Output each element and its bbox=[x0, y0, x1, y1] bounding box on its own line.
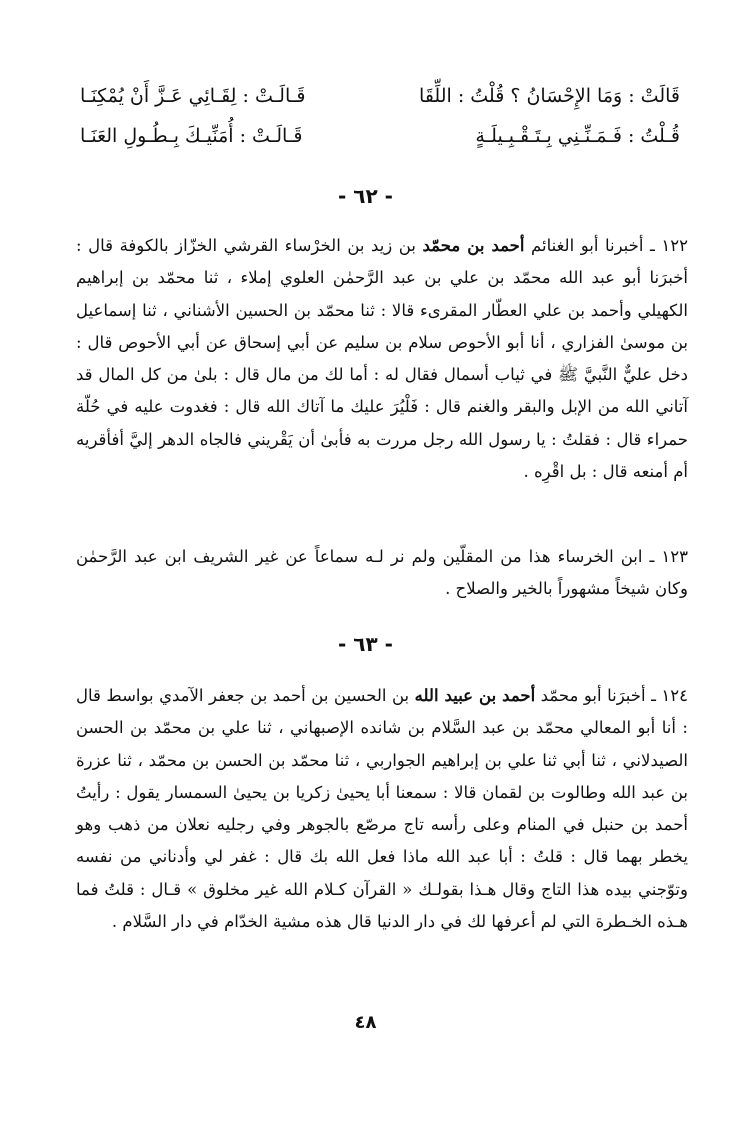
section-number: - ٦٣ - bbox=[338, 632, 393, 656]
entry-lead: ١٢٤ ـ أخبرَنا أبو محمّد bbox=[535, 686, 689, 705]
entry-paragraph bbox=[76, 680, 688, 938]
page-number: ٤٨ bbox=[354, 1012, 377, 1033]
narrator-name: أحمد بن عبيد الله bbox=[414, 686, 536, 705]
hadith-entry-124 bbox=[76, 680, 688, 938]
entry-text: بن زيد بن الخرْساء القرشي الخزّاز بالكوفة قال : أخبرَنا أبو عبد الله محمّد بن علي بن عبد الرَّحمٰن العلوي إملاء ، ثنا محمّد بن إبراهيم الكهيلي وأحمد بن علي العطّار المقرىء قالا : ثنا محمّد بن الحسين الأشناني ، ثنا إسماعيل بن موسىٰ الفزاري ، أنا أبو الأحوص سلام بن سليم عن أبي إسحاق عن أبي الأحوص قال : دخل عليٌّ النَّبيَّ ﷺ في ثياب أسمال فقال له : أما لك من مال قال : بلىٰ من كل المال قد آتاني الله من الإبل والبقر والغنم قال : فَلْيُرَ عليك ما آتاك الله قال : فغدوت عليه في حُلّة حمراء قال : فقلتُ : يا رسول الله رجل مررت به فأبىٰ أن يَقْريني فالجاه الدهر إليَّ أفأقريه أم أمنعه قال : بل اقْرِه . bbox=[76, 236, 688, 482]
section-number: - ٦٢ - bbox=[338, 184, 393, 208]
poem bbox=[80, 76, 680, 156]
entry-lead: ١٢٢ ـ أخبرنا أبو الغنائم bbox=[524, 236, 688, 255]
entry-paragraph bbox=[76, 230, 688, 488]
hadith-entry-122 bbox=[76, 230, 688, 488]
verse-second-hemistich: قَـالَـتْ : لِقَـائِي عَـزَّ أَنْ يُمْكِنَـا bbox=[80, 85, 306, 107]
verse-second-hemistich: قَـالَـتْ : أُمَنِّيـكَ بِـطُـولِ العَنَـا bbox=[80, 125, 303, 147]
verse-first-hemistich: قُـلْتُ : فَـمَـنِّـنِي بِـتَـقْـبِـيلَـةٍ bbox=[475, 125, 680, 147]
poem-verse bbox=[80, 76, 680, 116]
poem-verse bbox=[80, 116, 680, 156]
verse-first-hemistich: قَالَتْ : وَمَا الإِحْسَانُ ؟ قُلْتُ : اللِّقَا bbox=[419, 85, 680, 107]
narrator-name: أحمد بن محمّد bbox=[422, 236, 525, 255]
entry-text: بن الحسين بن أحمد بن جعفر الآمدي بواسط قال : أنا أبو المعالي محمّد بن عبد السَّلام بن شانده الإصبهاني ، ثنا علي بن محمّد بن الحسن الصيدلاني ، ثنا أبي ثنا علي بن إبراهيم الجواربي ، ثنا محمّد بن الحسن بن محمّد ، ثنا عزرة بن عبد الله وطالوت بن لقمان قالا : سمعنا أبا يحيىٰ زكريا بن يحيىٰ السمسار يقول : رأيتُ أحمد بن حنبل في المنام وعلى رأسه تاج مرصّع بالجوهر وفي رجليه نعلان من ذهب وهو يخطر بهما قال : قلتُ : أبا عبد الله ماذا فعل الله بك قال : غفر لي وأدناني من نفسه وتوّجني بيده هذا التاج وقال هـذا بقولـك « القرآن كـلام الله غير مخلوق » قـال : قلتُ فما هـذه الخـطرة التي لم أعرفها لك في دار الدنيا قال هذه مشية الخدّام في دار السَّلام . bbox=[76, 686, 688, 932]
hadith-entry-123 bbox=[76, 541, 688, 606]
entry-paragraph: ١٢٣ ـ ابن الخرساء هذا من المقلّين ولم نر لـه سماعاً عن غير الشريف ابن عبد الرَّحمٰن وكان شيخاً مشهوراً بالخير والصلاح . bbox=[76, 547, 688, 599]
